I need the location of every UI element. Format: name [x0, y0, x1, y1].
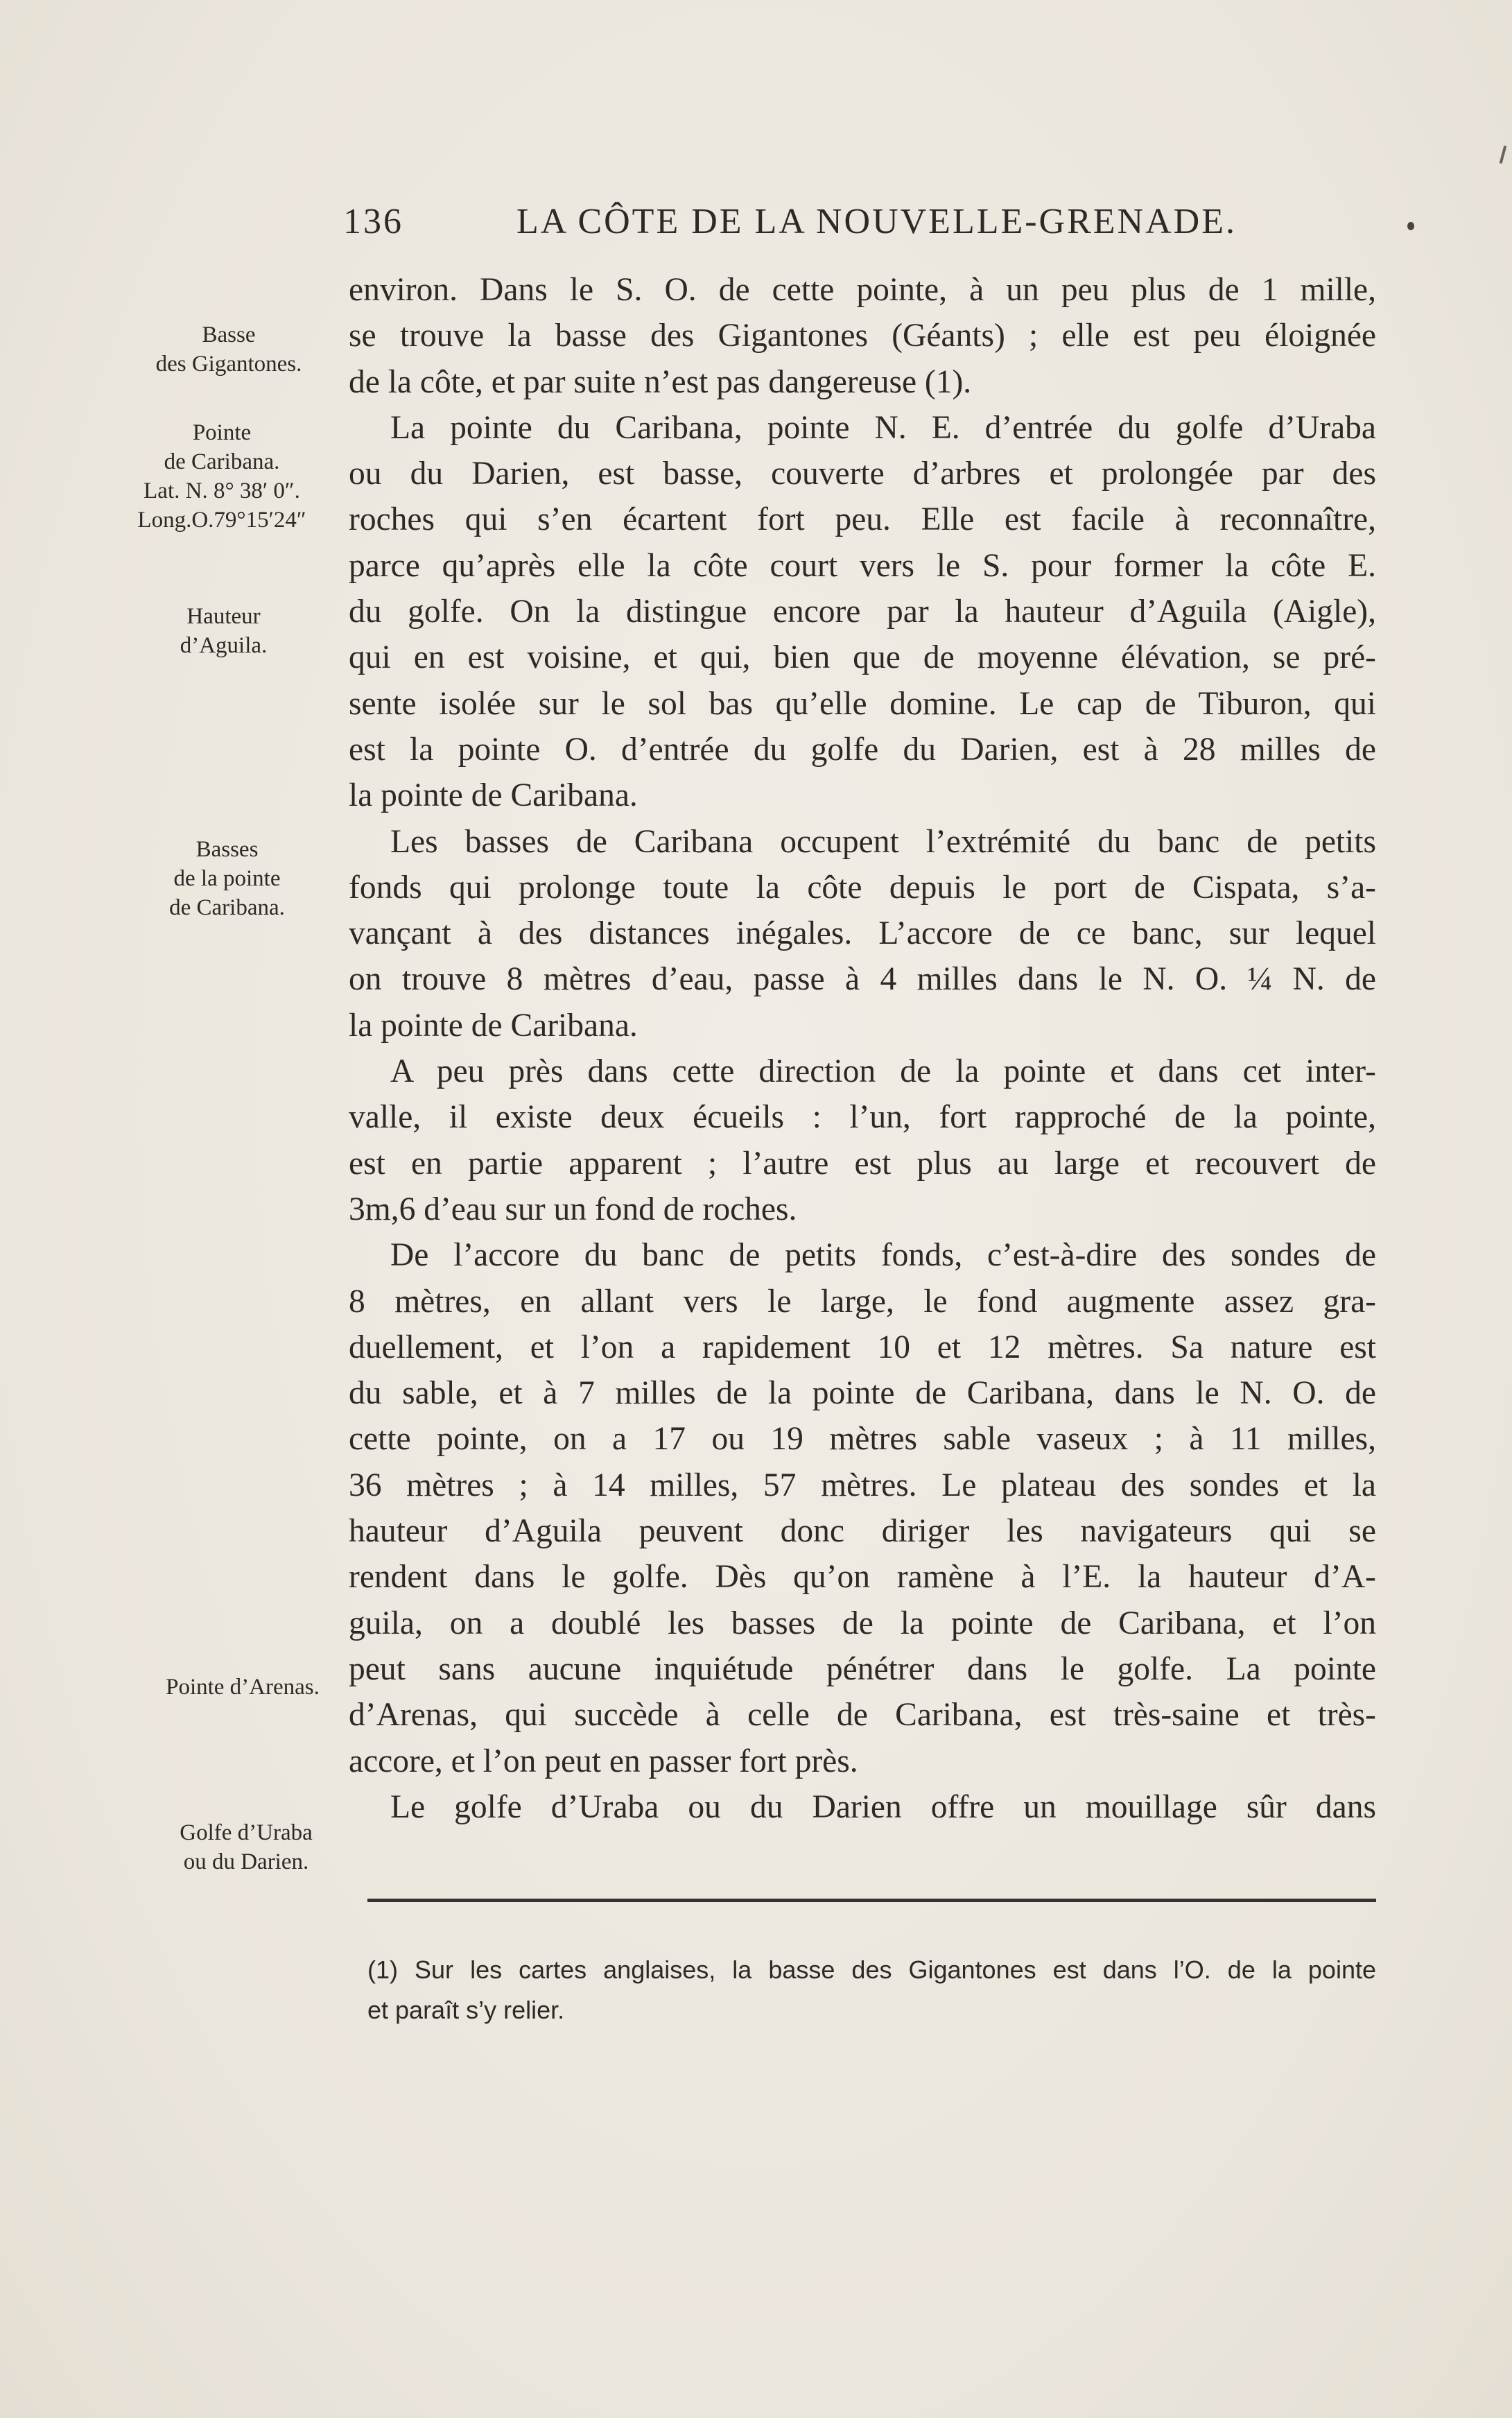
footnote-line: et paraît s’y relier.	[367, 1996, 565, 2024]
text-line: Le golfe d’Uraba ou du Darien offre un mouillage sûr dans	[390, 1788, 1376, 1825]
text-line: se trouve la basse des Gigantones (Géants) ; elle est peu éloignée	[349, 318, 1376, 354]
text-line: vançant à des distances inégales. L’accore de ce banc, sur lequel	[349, 915, 1376, 952]
text-line: de la côte, et par suite n’est pas dangereuse (1).	[349, 363, 972, 400]
text-line: hauteur d’Aguila peuvent donc diriger les navigateurs qui se	[349, 1513, 1376, 1550]
ink-dot	[1407, 222, 1414, 230]
text-line: est la pointe O. d’entrée du golfe du Darien, est à 28 milles de	[349, 731, 1376, 768]
text-line: ou du Darien, est basse, couverte d’arbres et prolongée par des	[349, 456, 1376, 492]
text-line: La pointe du Caribana, pointe N. E. d’entrée du golfe d’Uraba	[390, 409, 1376, 446]
text-line: parce qu’après elle la côte court vers le S. pour former la côte E.	[349, 547, 1376, 584]
running-title: LA CÔTE DE LA NOUVELLE-GRENADE.	[516, 202, 1237, 241]
margin-note-line: Lat. N. 8° 38′ 0″.	[144, 478, 300, 503]
margin-note-golfe	[149, 1818, 343, 1876]
text-line: accore, et l’on peut en passer fort près.	[349, 1743, 858, 1779]
margin-note-line: Hauteur	[186, 604, 261, 629]
margin-note-line: des Gigantones.	[155, 352, 302, 377]
margin-note-line: de Caribana.	[164, 449, 280, 474]
text-line: A peu près dans cette direction de la pointe et dans cet inter-	[390, 1053, 1376, 1090]
margin-note-line: ou du Darien.	[183, 1849, 309, 1874]
text-line: du golfe. On la distingue encore par la hauteur d’Aguila (Aigle),	[349, 594, 1376, 630]
text-line: duellement, et l’on a rapidement 10 et 12 mètres. Sa nature est	[349, 1329, 1376, 1365]
text-line: Les basses de Caribana occupent l’extrémité du banc de petits	[390, 823, 1376, 860]
margin-note-line: de Caribana.	[169, 895, 285, 920]
margin-note-caribana	[114, 418, 329, 535]
footnote-rule	[367, 1899, 1376, 1902]
margin-note-line: Pointe	[192, 420, 252, 445]
edge-mark	[1500, 146, 1507, 164]
text-line: roches qui s’en écartent fort peu. Elle est facile à reconnaître,	[349, 501, 1376, 538]
body-text	[349, 267, 1376, 1830]
page-header	[343, 201, 1390, 250]
text-line: on trouve 8 mètres d’eau, passe à 4 milles dans le N. O. ¼ N. de	[349, 961, 1376, 998]
text-line: De l’accore du banc de petits fonds, c’est-à-dire des sondes de	[390, 1237, 1376, 1274]
footnote	[367, 1950, 1376, 2030]
text-line: d’Arenas, qui succède à celle de Caribana, est très-saine et très-	[349, 1697, 1376, 1734]
text-line: valle, il existe deux écueils : l’un, fort rapproché de la pointe,	[349, 1099, 1376, 1136]
footnote-line: (1) Sur les cartes anglaises, la basse des Gigantones est dans l’O. de la pointe	[367, 1955, 1376, 1984]
text-line: environ. Dans le S. O. de cette pointe, à un peu plus de 1 mille,	[349, 272, 1376, 308]
text-line: rendent dans le golfe. Dès qu’on ramène à l’E. la hauteur d’A-	[349, 1559, 1376, 1596]
margin-note-line: Basse	[202, 322, 256, 347]
text-line: peut sans aucune inquiétude pénétrer dans le golfe. La pointe	[349, 1650, 1376, 1687]
text-line: est en partie apparent ; l’autre est plus au large et recouvert de	[349, 1145, 1376, 1182]
margin-note-aguila	[139, 602, 309, 660]
text-line: sente isolée sur le sol bas qu’elle domine. Le cap de Tiburon, qui	[349, 685, 1376, 722]
text-line: 3m,6 d’eau sur un fond de roches.	[349, 1191, 797, 1227]
page-number: 136	[343, 202, 403, 241]
text-line: guila, on a doublé les basses de la pointe de Caribana, et l’on	[349, 1605, 1376, 1641]
margin-note-line: d’Aguila.	[180, 633, 268, 658]
text-line: qui en est voisine, et qui, bien que de moyenne élévation, se pré-	[349, 639, 1376, 676]
margin-note-line: Golfe d’Uraba	[180, 1820, 313, 1845]
margin-note-line: Pointe d’Arenas.	[166, 1675, 320, 1700]
text-line: 36 mètres ; à 14 milles, 57 mètres. Le plateau des sondes et la	[349, 1467, 1376, 1503]
margin-note-line: de la pointe	[173, 866, 281, 891]
text-line: cette pointe, on a 17 ou 19 mètres sable vaseux ; à 11 milles,	[349, 1421, 1376, 1458]
margin-note-line: Long.O.79°15′24″	[137, 508, 306, 533]
margin-note-line: Basses	[195, 837, 259, 862]
text-line: 8 mètres, en allant vers le large, le fond augmente assez gra-	[349, 1283, 1376, 1320]
margin-note-arenas	[142, 1673, 343, 1702]
text-line: la pointe de Caribana.	[349, 777, 638, 814]
margin-note-gigantones	[132, 320, 326, 379]
text-line: du sable, et à 7 milles de la pointe de Caribana, dans le N. O. de	[349, 1375, 1376, 1412]
text-line: fonds qui prolonge toute la côte depuis le port de Cispata, s’a-	[349, 869, 1376, 906]
margin-note-basses-caribana	[139, 835, 315, 922]
text-line: la pointe de Caribana.	[349, 1007, 638, 1044]
